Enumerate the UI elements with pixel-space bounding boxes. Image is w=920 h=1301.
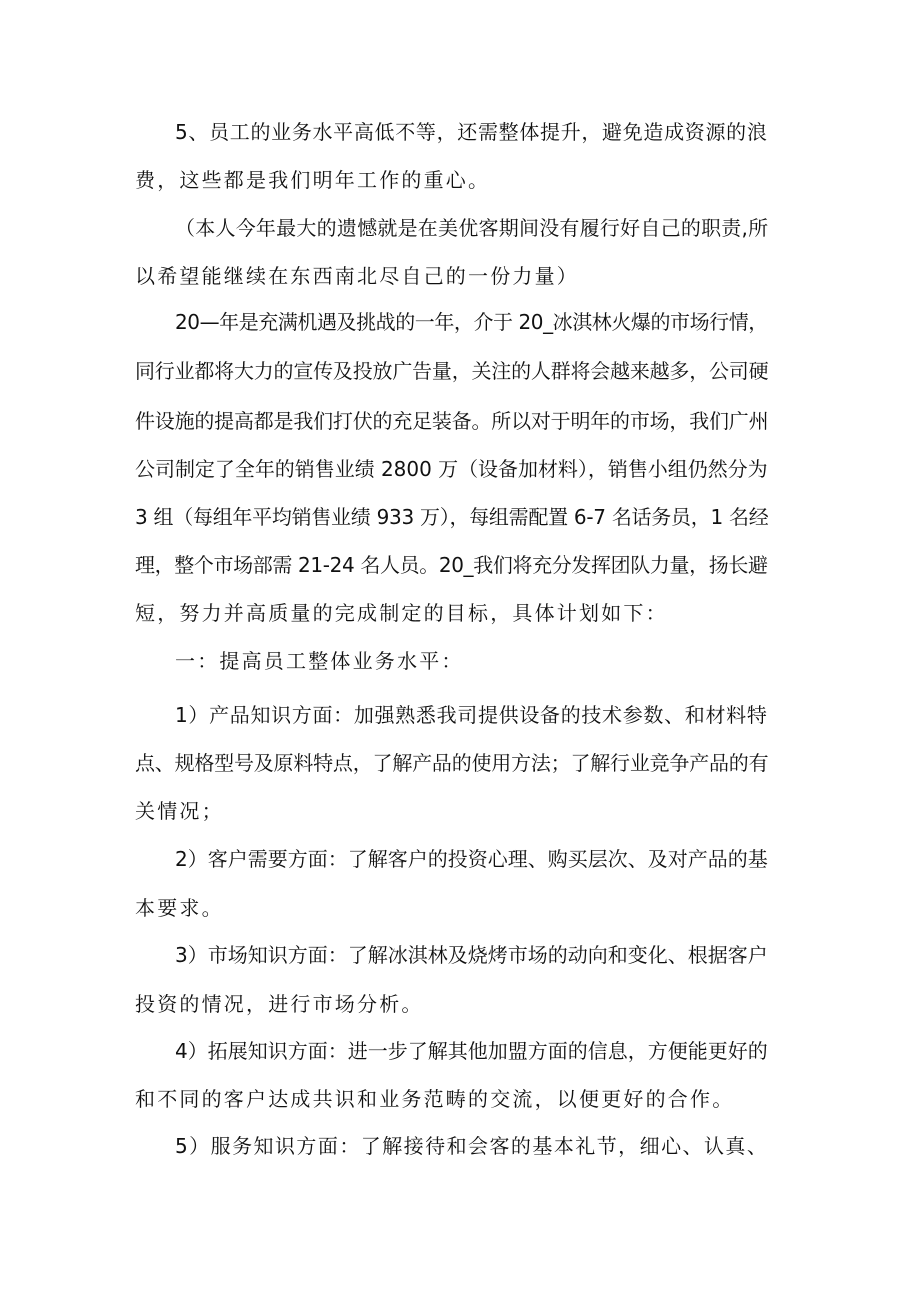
paragraph-8-line-1: 4）拓展知识方面：进一步了解其他加盟方面的信息，方便能更好的 bbox=[175, 1039, 768, 1063]
paragraph-4-line-1: 一：提高员工整体业务水平： bbox=[175, 649, 464, 673]
paragraph-3-line-2: 同行业都将大力的宣传及投放广告量，关注的人群将会越来越多，公司硬 bbox=[135, 359, 769, 383]
paragraph-2-line-2: 以希望能继续在东西南北尽自己的一份力量） bbox=[135, 264, 579, 288]
paragraph-3-line-1: 20—年是充满机遇及挑战的一年，介于 20_冰淇林火爆的市场行情， bbox=[175, 310, 768, 334]
paragraph-8-line-2: 和不同的客户达成共识和业务范畴的交流，以便更好的合作。 bbox=[135, 1087, 735, 1111]
paragraph-6-line-2: 本要求。 bbox=[135, 896, 224, 920]
paragraph-9-line-1: 5）服务知识方面：了解接待和会客的基本礼节，细心、认真、 bbox=[175, 1134, 769, 1158]
paragraph-5-line-3: 关情况； bbox=[135, 799, 224, 823]
paragraph-1-line-1: 5、员工的业务水平高低不等，还需整体提升，避免造成资源的浪 bbox=[175, 120, 768, 144]
paragraph-3-line-5: 3 组（每组年平均销售业绩 933 万），每组需配置 6-7 名话务员，1 名经 bbox=[135, 505, 769, 529]
paragraph-2-line-1: （本人今年最大的遗憾就是在美优客期间没有履行好自己的职责,所 bbox=[175, 216, 769, 240]
paragraph-7-line-1: 3）市场知识方面：了解冰淇林及烧烤市场的动向和变化、根据客户 bbox=[175, 943, 768, 967]
paragraph-6-line-1: 2）客户需要方面：了解客户的投资心理、购买层次、及对产品的基 bbox=[175, 847, 768, 871]
paragraph-3-line-7: 短，努力并高质量的完成制定的目标，具体计划如下： bbox=[135, 601, 668, 625]
paragraph-3-line-4: 公司制定了全年的销售业绩 2800 万（设备加材料），销售小组仍然分为 bbox=[135, 457, 768, 481]
paragraph-7-line-2: 投资的情况，进行市场分析。 bbox=[135, 992, 424, 1016]
paragraph-5-line-1: 1）产品知识方面：加强熟悉我司提供设备的技术参数、和材料特 bbox=[175, 703, 768, 727]
paragraph-1-line-2: 费，这些都是我们明年工作的重心。 bbox=[135, 168, 491, 192]
paragraph-3-line-6: 理，整个市场部需 21-24 名人员。20_我们将充分发挥团队力量，扬长避 bbox=[135, 553, 768, 577]
paragraph-3-line-3: 件设施的提高都是我们打伏的充足装备。所以对于明年的市场，我们广州 bbox=[135, 409, 769, 433]
paragraph-5-line-2: 点、规格型号及原料特点，了解产品的使用方法；了解行业竞争产品的有 bbox=[135, 751, 769, 775]
